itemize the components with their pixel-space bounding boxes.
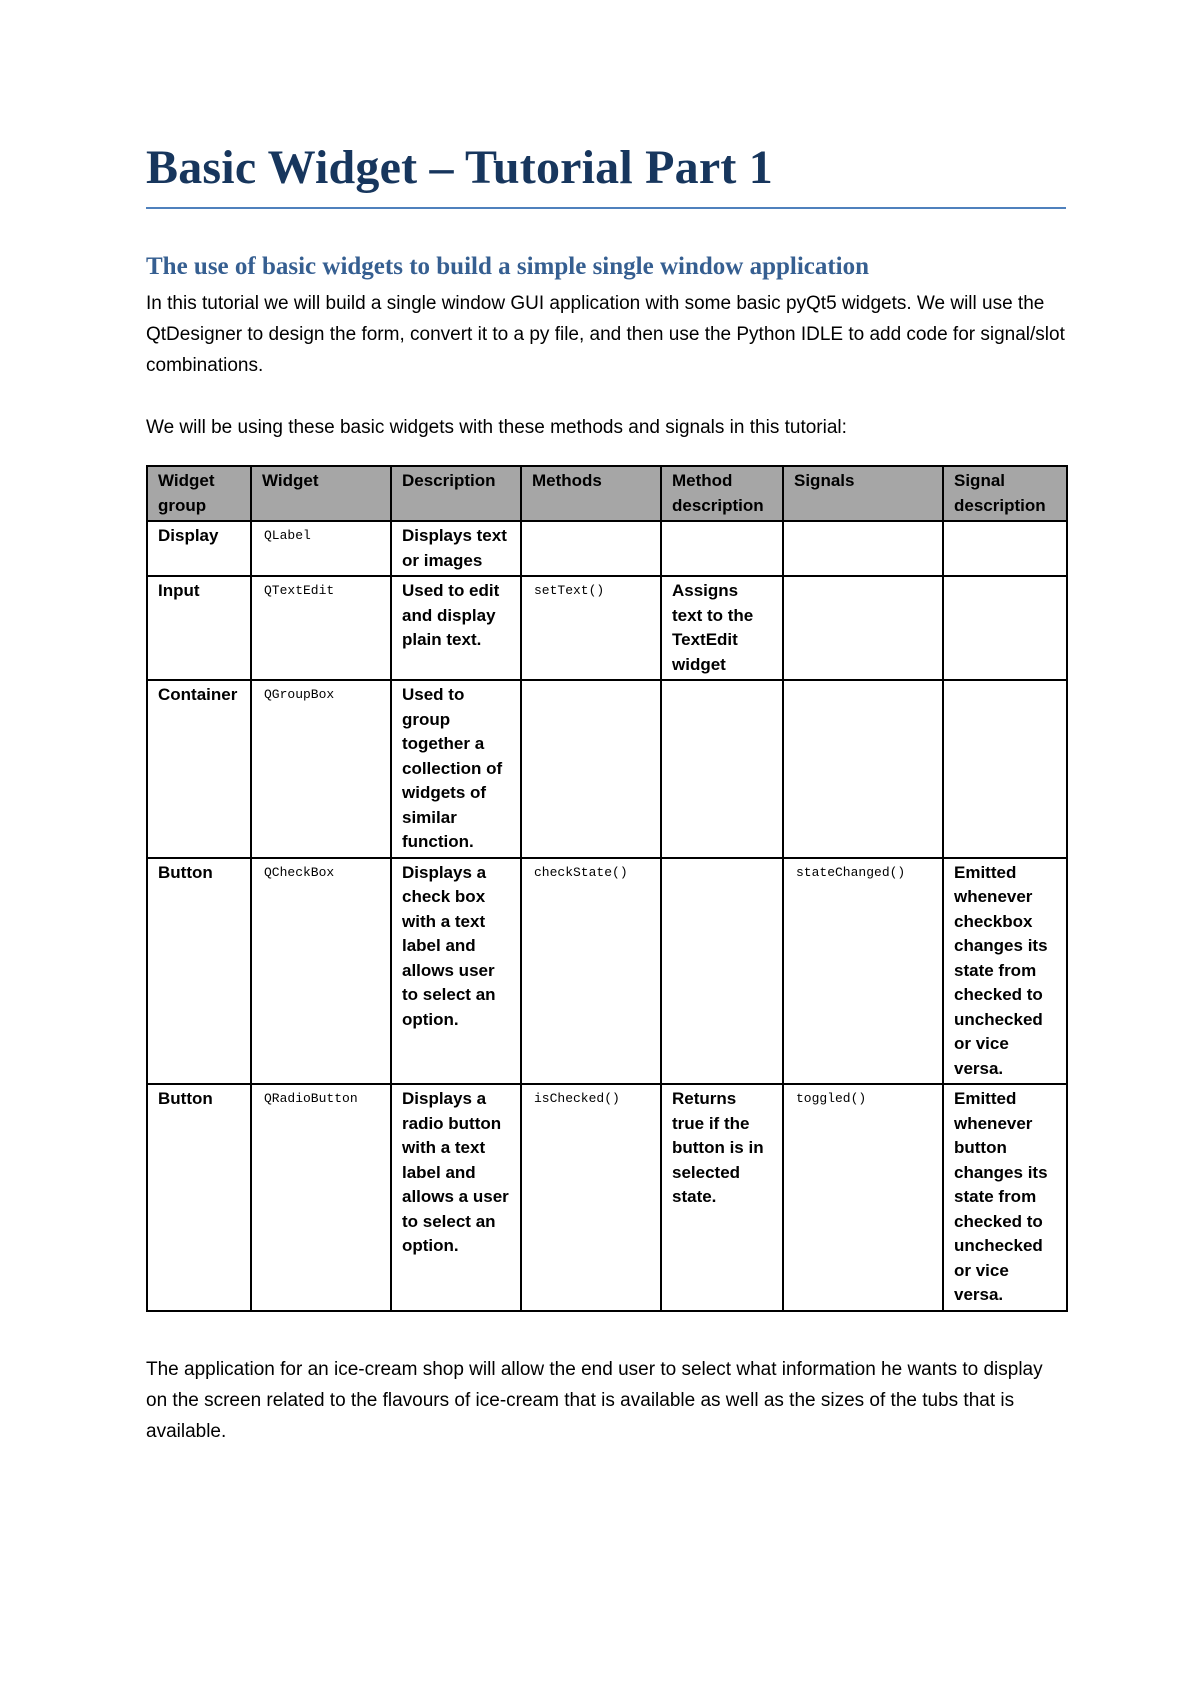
cell-methods [521,680,661,858]
intro-paragraph: In this tutorial we will build a single window GUI application with some basic pyQt5 widgets. We will use the QtDesigner to design the form, convert it to a py file, and then use the Python IDLE to add code for signal/slot combinations. [146,293,1065,377]
cell-methods: isChecked() [521,1084,661,1311]
section-heading: The use of basic widgets to build a simple single window application [146,253,870,281]
cell-method-description: Assigns text to the TextEdit widget [661,576,783,680]
cell-signal-description [943,680,1067,858]
cell-widget: QLabel [251,521,391,576]
cell-methods [521,521,661,576]
cell-signals: stateChanged() [783,858,943,1085]
cell-signal-description: Emitted whenever button changes its state from checked to unchecked or vice versa. [943,1084,1067,1311]
cell-methods: checkState() [521,858,661,1085]
cell-widget: QTextEdit [251,576,391,680]
header-method-description: Method description [661,466,783,521]
cell-widget-group: Display [147,521,251,576]
cell-description: Used to edit and display plain text. [391,576,521,680]
table-row [147,1084,1067,1311]
table-header-row [147,466,1067,521]
header-description: Description [391,466,521,521]
closing-paragraph: The application for an ice-cream shop will allow the end user to select what information he wants to display on the screen related to the flavours of ice-cream that is available as well as the sizes of the tubs that is available. [146,1358,1043,1442]
cell-description: Displays text or images [391,521,521,576]
cell-signals [783,576,943,680]
header-signals: Signals [783,466,943,521]
cell-widget: QGroupBox [251,680,391,858]
cell-method-description [661,858,783,1085]
cell-method-description: Returns true if the button is in selected state. [661,1084,783,1311]
cell-method-description [661,680,783,858]
header-widget-group: Widget group [147,466,251,521]
cell-methods: setText() [521,576,661,680]
header-signal-description: Signal description [943,466,1067,521]
cell-widget: QCheckBox [251,858,391,1085]
widgets-table [146,465,1068,1312]
cell-widget: QRadioButton [251,1084,391,1311]
table-row [147,680,1067,858]
document-page [146,140,1066,1447]
cell-widget-group: Button [147,858,251,1085]
cell-description: Displays a check box with a text label and allows user to select an option. [391,858,521,1085]
cell-widget-group: Container [147,680,251,858]
cell-widget-group: Button [147,1084,251,1311]
cell-signal-description [943,521,1067,576]
table-row [147,858,1067,1085]
cell-signal-description [943,576,1067,680]
cell-signal-description: Emitted whenever checkbox changes its state from checked to unchecked or vice versa. [943,858,1067,1085]
table-row [147,521,1067,576]
cell-signals [783,680,943,858]
table-intro-paragraph: We will be using these basic widgets with these methods and signals in this tutorial: [146,417,847,439]
cell-signals [783,521,943,576]
cell-widget-group: Input [147,576,251,680]
header-methods: Methods [521,466,661,521]
header-widget: Widget [251,466,391,521]
table-row [147,576,1067,680]
cell-description: Displays a radio button with a text label and allows a user to select an option. [391,1084,521,1311]
cell-signals: toggled() [783,1084,943,1311]
cell-description: Used to group together a collection of widgets of similar function. [391,680,521,858]
page-title: Basic Widget – Tutorial Part 1 [146,140,1066,209]
cell-method-description [661,521,783,576]
